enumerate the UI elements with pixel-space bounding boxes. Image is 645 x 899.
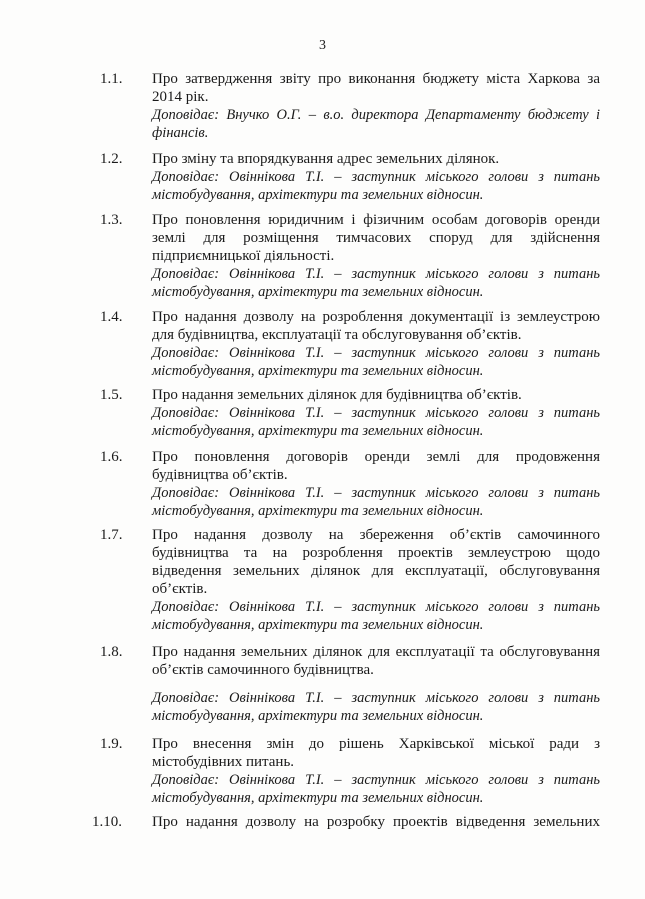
item-number: 1.4. [100,309,123,325]
item-number: 1.1. [100,71,123,87]
item-title: Про надання дозволу на розроблення документації із землеустрою для будівництва, експлуатації та обслуговування об’єктів. [152,309,600,343]
item-speaker: Доповідає: Овіннікова Т.І. – заступник міського голови з питань містобудування, архітектури та земельних відносин. [152,169,600,203]
item-speaker: Доповідає: Овіннікова Т.І. – заступник міського голови з питань містобудування, архітектури та земельних відносин. [152,485,600,519]
page-number: 3 [319,38,326,53]
item-speaker: Доповідає: Овіннікова Т.І. – заступник міського голови з питань містобудування, архітектури та земельних відносин. [152,266,600,300]
item-number: 1.9. [100,736,123,752]
item-title: Про надання дозволу на розробку проектів відведення земельних [152,814,600,830]
item-number: 1.7. [100,527,123,543]
item-number: 1.10. [92,814,122,830]
item-speaker: Доповідає: Внучко О.Г. – в.о. директора Департаменту бюджету і фінансів. [152,107,600,141]
item-number: 1.2. [100,151,123,167]
item-title: Про надання земельних ділянок для експлуатації та обслуговування об’єктів самочинного будівництва. [152,644,600,678]
item-title: Про поновлення договорів оренди землі для продовження будівництва об’єктів. [152,449,600,483]
item-title: Про надання земельних ділянок для будівництва об’єктів. [152,387,522,403]
item-number: 1.3. [100,212,123,228]
item-speaker: Доповідає: Овіннікова Т.І. – заступник міського голови з питань містобудування, архітектури та земельних відносин. [152,690,600,724]
item-number: 1.8. [100,644,123,660]
item-speaker: Доповідає: Овіннікова Т.І. – заступник міського голови з питань містобудування, архітектури та земельних відносин. [152,772,600,806]
item-title: Про внесення змін до рішень Харківської міської ради з містобудівних питань. [152,736,600,770]
item-speaker: Доповідає: Овіннікова Т.І. – заступник міського голови з питань містобудування, архітектури та земельних відносин. [152,405,600,439]
item-title: Про зміну та впорядкування адрес земельних ділянок. [152,151,500,167]
item-number: 1.6. [100,449,123,465]
item-number: 1.5. [100,387,123,403]
item-speaker: Доповідає: Овіннікова Т.І. – заступник міського голови з питань містобудування, архітектури та земельних відносин. [152,345,600,379]
item-title: Про затвердження звіту про виконання бюджету міста Харкова за 2014 рік. [152,71,600,105]
item-title: Про поновлення юридичним і фізичним особам договорів оренди землі для розміщення тимчасових споруд для здійснення підприємницької діяльності. [152,212,600,264]
item-title: Про надання дозволу на збереження об’єктів самочинного будівництва та на розроблення проектів землеустрою щодо відведення земельних ділянок для експлуатації, обслуговування об’єктів. [152,527,600,597]
item-speaker: Доповідає: Овіннікова Т.І. – заступник міського голови з питань містобудування, архітектури та земельних відносин. [152,599,600,633]
